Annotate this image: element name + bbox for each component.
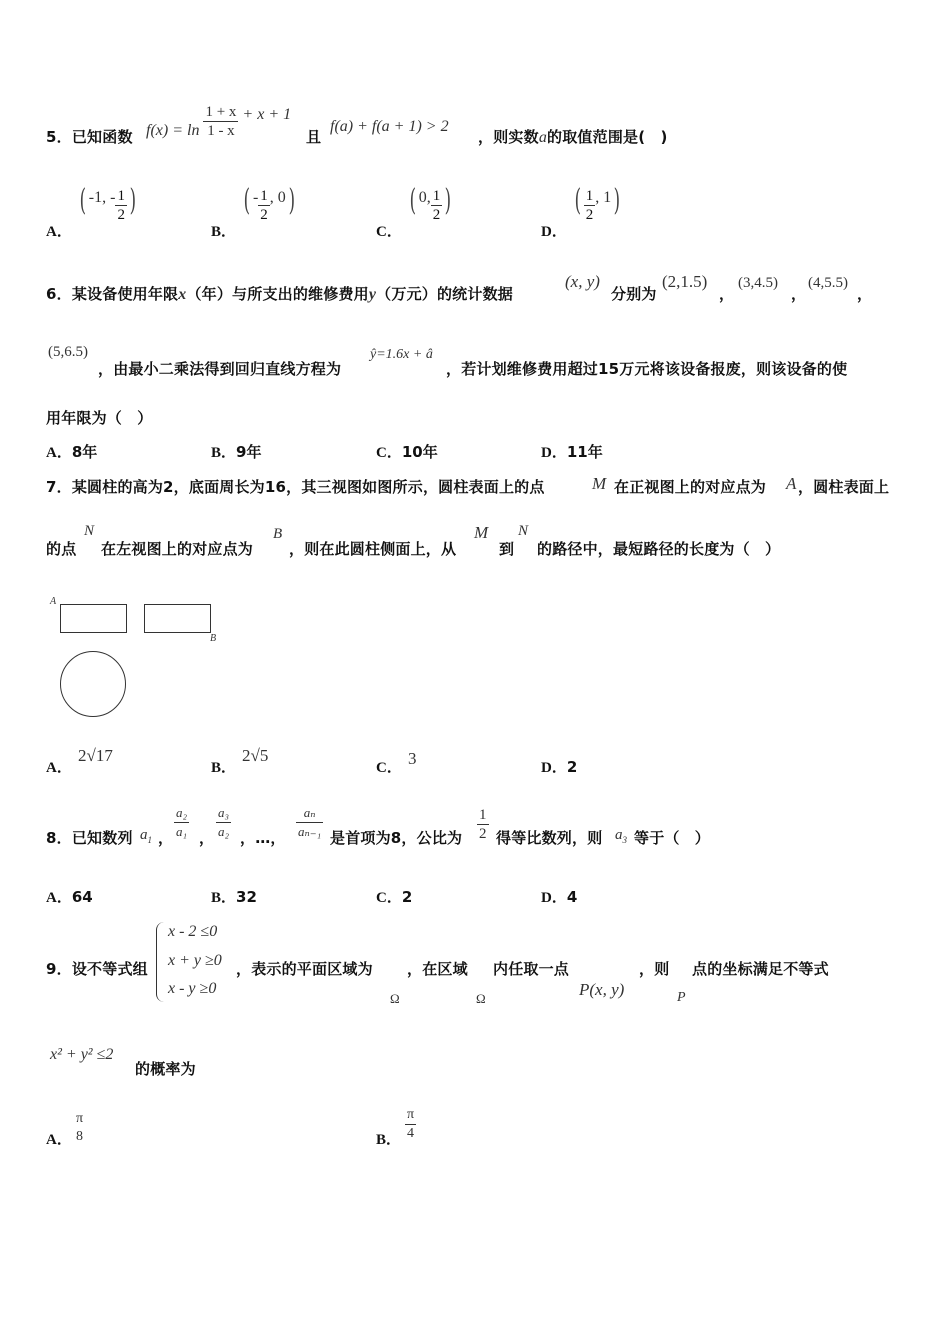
option-fraction: [431, 187, 443, 224]
q9-ineq-3: x - y ≥0: [168, 980, 217, 997]
q7-option-b-value: 2√5: [242, 746, 269, 765]
q8-stem-1: 已知数列: [71, 829, 133, 847]
q7-stem-3: ，圆柱表面上: [798, 478, 890, 496]
q7-option-c-value: 3: [408, 749, 417, 768]
option-label: D．: [541, 890, 567, 906]
frac-den: 2: [432, 207, 441, 223]
q6-option-c[interactable]: [376, 441, 438, 462]
option-label: B．: [211, 890, 237, 906]
paren-right: ): [288, 183, 295, 218]
q5-fraction: [203, 103, 238, 140]
frac-num: a₂: [174, 804, 189, 823]
q8-a1: [140, 827, 152, 845]
q7-option-a-value: 2√17: [78, 746, 113, 765]
q8-a1-var: a: [140, 827, 148, 843]
option-fraction: [258, 187, 270, 224]
q6-stem-6: ，若计划维修费用超过15万元将该设备报废，则该设备的使: [446, 360, 848, 378]
q9-option-b[interactable]: [376, 1128, 401, 1149]
q6-point-2: (3,4.5): [738, 275, 778, 291]
q6-option-a[interactable]: [46, 441, 97, 462]
option-label: B．: [211, 224, 237, 240]
frac-num: 1: [432, 188, 441, 204]
option-left: -: [252, 189, 259, 206]
option-right: , 0: [269, 189, 286, 206]
frac-num: a₃: [216, 804, 231, 823]
q7-option-c[interactable]: [376, 756, 402, 777]
q7-stem-4: 的点: [46, 540, 77, 558]
q9-point-P: P(x, y): [579, 980, 625, 999]
frac-num: 1: [479, 807, 487, 823]
q7-M-2: M: [474, 523, 489, 542]
q5-condition: f(a) + f(a + 1) > 2: [330, 118, 449, 135]
q9-omega-1: Ω: [390, 991, 400, 1006]
option-text: 64: [71, 888, 93, 906]
paren-left: (: [243, 183, 251, 218]
q7-stem-8: 的路径中，最短路径的长度为（ ）: [537, 540, 781, 558]
frac-den: 2: [260, 207, 268, 223]
paren-right: ): [444, 183, 452, 218]
q9-stem-3: ，在区域: [407, 960, 468, 978]
frac-den: 2: [479, 826, 487, 842]
q6-option-d[interactable]: [541, 441, 603, 462]
option-label: D．: [541, 760, 567, 776]
q8-stem-2: 是首项为8，公比为: [330, 829, 463, 847]
q5-stem-2: 且: [306, 128, 322, 146]
q8-option-d[interactable]: [541, 886, 577, 907]
frac-num: 1: [117, 188, 125, 204]
option-label: B．: [211, 760, 237, 776]
frac-num: π: [405, 1106, 416, 1125]
q8-option-c[interactable]: [376, 886, 412, 907]
q5-option-a[interactable]: [46, 183, 139, 240]
side-view-rect: [144, 604, 211, 633]
q6-point-1: (2,1.5): [662, 272, 708, 291]
option-label: C．: [376, 760, 402, 776]
paren-right: ): [129, 183, 137, 218]
option-left: -1, -: [88, 189, 116, 206]
q6-sep-1: ，: [719, 285, 735, 303]
q6-y: y: [368, 286, 377, 303]
option-label: C．: [376, 445, 402, 461]
option-label: D．: [541, 224, 567, 240]
q7-M: M: [592, 474, 607, 493]
q9-P: P: [677, 990, 686, 1005]
paren-right: ): [613, 183, 621, 218]
option-text: 2: [566, 758, 578, 776]
q9-option-b-frac: [405, 1106, 416, 1143]
q7-stem-5: 在左视图上的对应点为: [101, 540, 254, 558]
q8-number: 8．: [46, 829, 72, 847]
q8-dots: ，…，: [240, 829, 286, 847]
q6-x: x: [178, 286, 187, 303]
q8-option-a[interactable]: [46, 886, 93, 907]
option-text: 8年: [71, 443, 98, 461]
paren-left: (: [79, 183, 87, 218]
q6-stem-3: （万元）的统计数据: [376, 285, 513, 303]
q7-number: 7．: [46, 478, 72, 496]
frac-den: aₙ₋₁: [298, 824, 322, 839]
q8-a3: [615, 827, 627, 845]
option-text: 10年: [401, 443, 438, 461]
option-right: , 1: [595, 189, 612, 206]
q9-option-a[interactable]: [46, 1128, 72, 1149]
q5-stem-4: 的取值范围是( ): [547, 128, 668, 146]
q9-number: 9．: [46, 960, 72, 978]
option-label: C．: [376, 890, 402, 906]
option-label: C．: [376, 224, 402, 240]
option-fraction: [584, 187, 596, 224]
frac-den: 8: [76, 1129, 84, 1144]
q6-regression-eq: ŷ=1.6x + â: [370, 347, 433, 362]
q6-stem-7: 用年限为（ ）: [46, 409, 153, 427]
q7-stem-2: 在正视图上的对应点为: [614, 478, 767, 496]
q5-text: [46, 126, 133, 147]
frac-den: a₁: [176, 824, 188, 839]
q9-system-brace: [156, 922, 165, 1002]
q5-function: [146, 103, 291, 147]
q8-comma-1: ，: [158, 829, 174, 847]
q9-stem-2: ，表示的平面区域为: [236, 960, 373, 978]
q6-stem-5: ，由最小二乘法得到回归直线方程为: [98, 360, 342, 378]
q9-inequality: x² + y² ≤2: [50, 1046, 114, 1063]
q6-stem-2: （年）与所支出的维修费用: [186, 285, 369, 303]
option-label: A．: [46, 445, 72, 461]
option-label: D．: [541, 445, 567, 461]
figure-label-b: B: [210, 633, 217, 644]
q6-sep-2: ，: [791, 285, 807, 303]
q6-point-3: (4,5.5): [808, 275, 848, 291]
q5-stem-1: 已知函数: [71, 128, 133, 146]
q5-frac-num: 1 + x: [205, 104, 237, 120]
option-text: 2: [401, 888, 413, 906]
q7-A: A: [786, 474, 797, 493]
q7-option-d[interactable]: [541, 756, 577, 777]
q9-option-a-frac: [74, 1110, 85, 1146]
frac-num: 1: [260, 188, 268, 204]
q9-stem-4: 内任取一点: [493, 960, 570, 978]
q7-stem-6: ，则在此圆柱侧面上，从: [289, 540, 457, 558]
q5-option-d[interactable]: [541, 183, 623, 240]
q9-stem-5: ，则: [639, 960, 670, 978]
figure-label-a: A: [50, 596, 57, 607]
q8-ratio-1: [174, 804, 189, 841]
q8-ratio-2: [216, 804, 231, 841]
q6-number: 6．: [46, 285, 72, 303]
q9-ineq-1: x - 2 ≤0: [168, 923, 218, 940]
option-left: 0,: [418, 189, 431, 206]
q6-option-b[interactable]: [211, 441, 261, 462]
option-text: 32: [236, 888, 257, 906]
option-label: A．: [46, 890, 72, 906]
q8-stem-3: 得等比数列，则: [496, 829, 603, 847]
q5-option-c[interactable]: [376, 183, 454, 240]
q7-N-2: N: [518, 523, 529, 539]
q6-line-1: [46, 283, 513, 304]
option-text: 11年: [566, 443, 603, 461]
paren-left: (: [409, 183, 417, 218]
frac-num: π: [76, 1111, 84, 1126]
q9-stem-6: 点的坐标满足不等式: [692, 960, 829, 978]
option-text: 9年: [236, 443, 262, 461]
q6-point-4: (5,6.5): [48, 344, 88, 360]
q9-stem-7: 的概率为: [135, 1060, 196, 1078]
q8-option-b[interactable]: [211, 886, 257, 907]
q7-stem-1: 某圆柱的高为2，底面周长为16，其三视图如图所示，圆柱表面上的点: [71, 478, 545, 496]
q5-stem-3: ，则实数: [478, 128, 539, 146]
frac-den: 4: [407, 1126, 415, 1141]
q8-half: [477, 806, 489, 843]
q6-xy: (x, y): [565, 272, 600, 291]
q5-var: a: [538, 129, 548, 146]
option-label: A．: [46, 1132, 72, 1148]
q6-sep-3: ，: [857, 285, 873, 303]
q5-text-3: [478, 126, 668, 147]
q8-a3-sub: 3: [622, 835, 627, 845]
q6-stem-1: 某设备使用年限: [71, 285, 179, 303]
q7-line-1: [46, 476, 545, 497]
frac-den: a₂: [218, 824, 230, 839]
q8-comma-2: ，: [199, 829, 215, 847]
q7-N: N: [84, 523, 95, 539]
paren-left: (: [574, 183, 582, 218]
top-view-circle: [60, 651, 126, 717]
front-view-rect: [60, 604, 127, 633]
q8-ratio-n: [296, 804, 323, 841]
q8-a1-sub: 1: [147, 835, 152, 845]
q8-a3-var: a: [615, 827, 623, 843]
q8-line: [46, 827, 133, 848]
q9-omega-2: Ω: [476, 991, 486, 1006]
q7-option-b[interactable]: [211, 756, 236, 777]
q7-stem-7: 到: [499, 540, 515, 558]
q7-B: B: [273, 526, 283, 542]
frac-num: 1: [585, 188, 594, 204]
option-label: A．: [46, 760, 72, 776]
q5-frac-den: 1 - x: [207, 123, 235, 139]
option-label: B．: [376, 1132, 402, 1148]
option-fraction: [115, 187, 127, 224]
q8-stem-4: 等于（ ）: [634, 829, 711, 847]
option-label: A．: [46, 224, 72, 240]
frac-den: 2: [585, 207, 594, 223]
q9-stem-1: 设不等式组: [71, 960, 148, 978]
q9-ineq-2: x + y ≥0: [168, 952, 222, 969]
q5-text-2: [306, 126, 321, 147]
q5-option-b[interactable]: [211, 183, 298, 240]
q7-option-a[interactable]: [46, 756, 72, 777]
q5-f-lhs: f(x) = ln: [146, 122, 200, 140]
q6-stem-4: 分别为: [611, 285, 657, 303]
option-label: B．: [211, 445, 237, 461]
q5-f-rhs: + x + 1: [242, 106, 292, 124]
q9-line: [46, 958, 148, 979]
option-text: 4: [566, 888, 578, 906]
frac-num: aₙ: [296, 804, 323, 823]
q5-number: 5．: [46, 128, 72, 146]
frac-den: 2: [117, 207, 125, 223]
